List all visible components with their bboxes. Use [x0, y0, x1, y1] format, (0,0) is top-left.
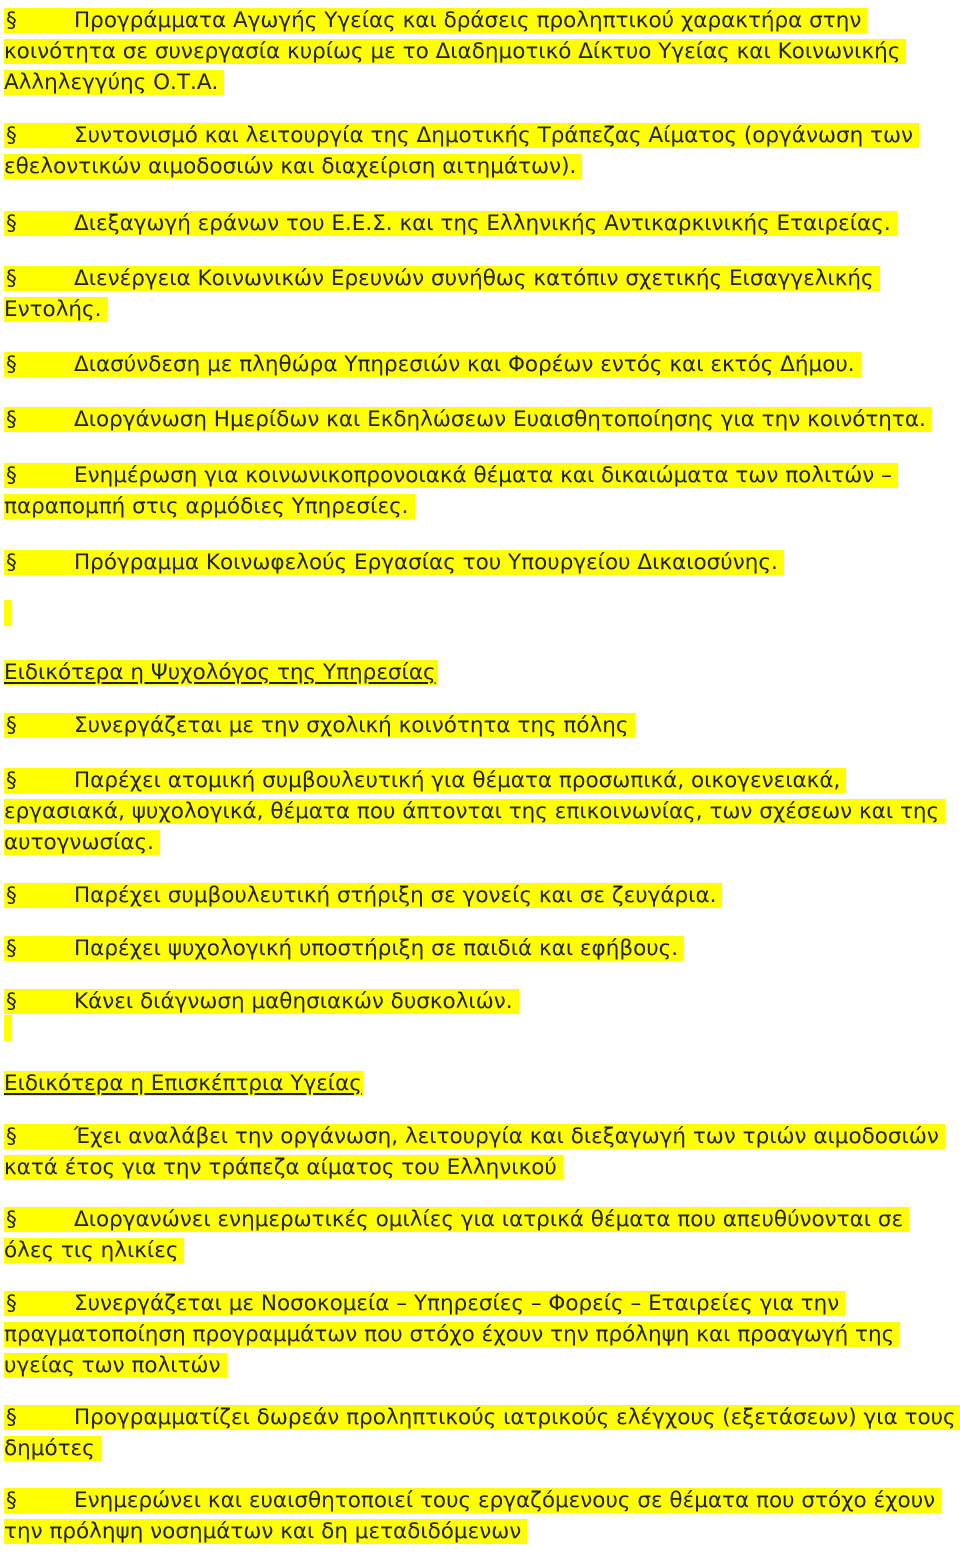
list-item-text: Έχει αναλάβει την οργάνωση, λειτουργία και διεξαγωγή των τριών αιμοδοσιών κατά έτος για την τράπεζα αίματος του Ελληνικού [4, 1124, 939, 1180]
list-item [4, 547, 956, 578]
list-item [4, 460, 956, 522]
list-item-text: Παρέχει ατομική συμβουλευτική για θέματα προσωπικά, οικογενειακά, εργασιακά, ψυχολογικά, θέματα που άπτονται της επικοινωνίας, των σχέσεων και της αυτογνωσίας. [4, 768, 940, 855]
bullet-icon: § [6, 123, 17, 148]
list-item-text: Διοργάνωση Ημερίδων και Εκδηλώσεων Ευαισθητοποίησης για την κοινότητα. [74, 407, 926, 432]
bullet-icon: § [6, 463, 17, 488]
list-item-text: Συντονισμό και λειτουργία της Δημοτικής Τράπεζας Αίματος (οργάνωση των εθελοντικών αιμοδοσιών και διαχείριση αιτημάτων). [4, 123, 914, 179]
bullet-icon: § [6, 352, 17, 377]
section-heading-psychologist: Ειδικότερα η Ψυχολόγος της Υπηρεσίας [4, 660, 436, 685]
bullet-icon: § [6, 211, 17, 236]
list-item [4, 1288, 956, 1381]
list-item [4, 263, 956, 325]
list-item-text: Διοργανώνει ενημερωτικές ομιλίες για ιατρικά θέματα που απευθύνονται σε όλες τις ηλικίες [4, 1207, 904, 1263]
bullet-icon: § [6, 8, 17, 33]
list-item [4, 349, 956, 380]
list-item [4, 710, 956, 741]
list-item-text: Προγραμματίζει δωρεάν προληπτικούς ιατρικούς ελέγχους (εξετάσεων) για τους δημότες [4, 1405, 956, 1461]
list-item [4, 1204, 956, 1266]
list-item-text: Συνεργάζεται με την σχολική κοινότητα της πόλης [74, 713, 629, 738]
bullet-icon: § [6, 550, 17, 575]
list-item-text: Ενημερώνει και ευαισθητοποιεί τους εργαζόμενους σε θέματα που στόχο έχουν την πρόληψη νοσημάτων και δη μεταδιδόμενων [4, 1488, 936, 1544]
list-item [4, 5, 956, 98]
bullet-icon: § [6, 989, 17, 1014]
list-item [4, 404, 956, 435]
list-item [4, 208, 956, 239]
bullet-icon: § [6, 768, 17, 793]
list-item-text: Διεξαγωγή εράνων του Ε.Ε.Σ. και της Ελληνικής Αντικαρκινικής Εταιρείας. [74, 211, 891, 236]
list-item [4, 765, 956, 858]
list-item [4, 986, 956, 1017]
bullet-icon: § [6, 936, 17, 961]
list-item-text: Διενέργεια Κοινωνικών Ερευνών συνήθως κατόπιν σχετικής Εισαγγελικής Εντολής. [4, 266, 874, 322]
bullet-icon: § [6, 407, 17, 432]
list-item [4, 880, 956, 911]
list-item [4, 1485, 956, 1547]
list-item-text: Συνεργάζεται με Νοσοκομεία – Υπηρεσίες – Φορείς – Εταιρείες για την πραγματοποίηση προγραμμάτων που στόχο έχουν την πρόληψη και προαγωγή της υγείας των πολιτών [4, 1291, 895, 1378]
bullet-icon: § [6, 883, 17, 908]
empty-highlight-mark [4, 600, 12, 626]
list-item-text: Ενημέρωση για κοινωνικοπρονοιακά θέματα και δικαιώματα των πολιτών – παραπομπή στις αρμόδιες Υπηρεσίες. [4, 463, 892, 519]
list-item [4, 933, 956, 964]
bullet-icon: § [6, 1124, 17, 1149]
list-item [4, 1402, 956, 1464]
bullet-icon: § [6, 1291, 17, 1316]
list-item-text: Κάνει διάγνωση μαθησιακών δυσκολιών. [74, 989, 513, 1014]
list-item-text: Προγράμματα Αγωγής Υγείας και δράσεις προληπτικού χαρακτήρα στην κοινότητα σε συνεργασία κυρίως με το Διαδημοτικό Δίκτυο Υγείας και Κοινωνικής Αλληλεγγύης Ο.Τ.Α. [4, 8, 901, 95]
bullet-icon: § [6, 1488, 17, 1513]
list-item [4, 120, 956, 182]
list-item-text: Παρέχει ψυχολογική υποστήριξη σε παιδιά και εφήβους. [74, 936, 679, 961]
bullet-icon: § [6, 266, 17, 291]
bullet-icon: § [6, 1207, 17, 1232]
list-item [4, 1121, 956, 1183]
list-item-text: Παρέχει συμβουλευτική στήριξη σε γονείς και σε ζευγάρια. [74, 883, 717, 908]
empty-highlight-mark [4, 1015, 12, 1041]
list-item-text: Διασύνδεση με πληθώρα Υπηρεσιών και Φορέων εντός και εκτός Δήμου. [74, 352, 855, 377]
section-heading-health-visitor: Ειδικότερα η Επισκέπτρια Υγείας [4, 1071, 362, 1096]
list-item-text: Πρόγραμμα Κοινωφελούς Εργασίας του Υπουργείου Δικαιοσύνης. [74, 550, 778, 575]
document-body [4, 0, 956, 1544]
bullet-icon: § [6, 713, 17, 738]
bullet-icon: § [6, 1405, 17, 1430]
